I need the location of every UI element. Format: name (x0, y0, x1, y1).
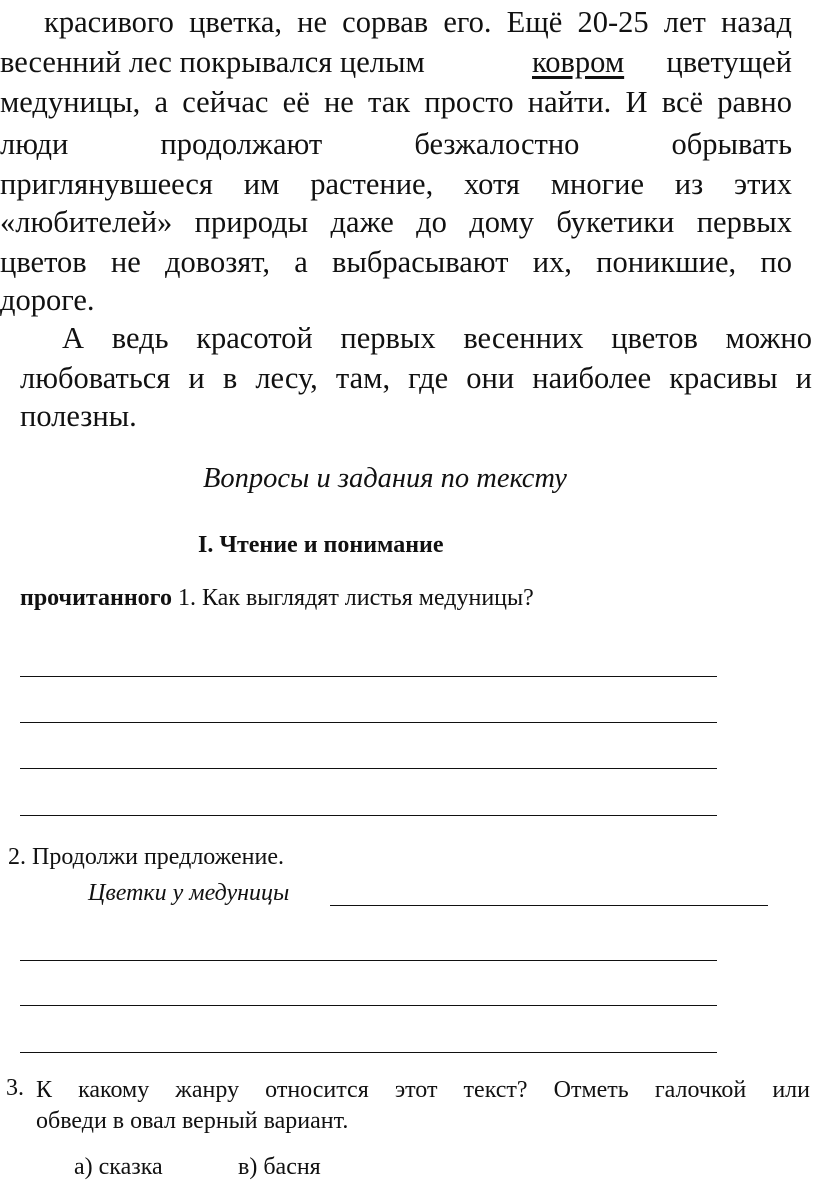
question-2-prompt: Цветки у медуницы (88, 880, 290, 906)
option-fable[interactable]: в) басня (238, 1154, 321, 1180)
question-1 (20, 585, 534, 612)
text-line: медуницы, а сейчас её не так просто найти. И всё равно (0, 85, 792, 119)
subsection-title-continued: прочитанного (20, 585, 172, 611)
answer-line[interactable] (20, 768, 717, 769)
answer-line[interactable] (20, 815, 717, 816)
text-line: цветов не довозят, а выбрасывают их, поникшие, по (0, 245, 792, 279)
option-fairy-tale[interactable]: а) сказка (74, 1154, 163, 1180)
section-title: Вопросы и задания по тексту (203, 463, 567, 494)
text-line: любоваться и в лесу, там, где они наиболее красивы и (20, 361, 812, 395)
text-line: полезны. (20, 399, 137, 433)
inline-answer-blank[interactable] (330, 905, 768, 906)
text-line: красивого цветка, не сорвав его. Ещё 20-25 лет назад (44, 5, 792, 39)
underlined-word: ковром (532, 45, 625, 79)
answer-line[interactable] (20, 960, 717, 961)
question-3-number: 3. (6, 1075, 24, 1101)
text-line: «любителей» природы даже до дому букетики первых (0, 205, 792, 239)
answer-line[interactable] (20, 1005, 717, 1006)
text-line: люди продолжают безжалостно обрывать (0, 127, 792, 161)
answer-line[interactable] (20, 722, 717, 723)
text-line: дороге. (0, 283, 95, 317)
answer-line[interactable] (20, 1052, 717, 1053)
question-2-label: 2. Продолжи предложение. (8, 844, 284, 870)
text-fragment: весенний лес покрывался целым (0, 45, 425, 79)
text-fragment: цветущей (666, 45, 792, 79)
text-line: А ведь красотой первых весенних цветов можно (62, 321, 812, 355)
question-3-line: К какому жанру относится этот текст? Отметь галочкой или (36, 1077, 810, 1103)
question-1-text: 1. Как выглядят листья медуницы? (171, 585, 534, 611)
subsection-title: I. Чтение и понимание (198, 532, 444, 558)
text-line: приглянувшееся им растение, хотя многие из этих (0, 167, 792, 201)
question-3-line: обведи в овал верный вариант. (36, 1108, 349, 1134)
answer-line[interactable] (20, 676, 717, 677)
